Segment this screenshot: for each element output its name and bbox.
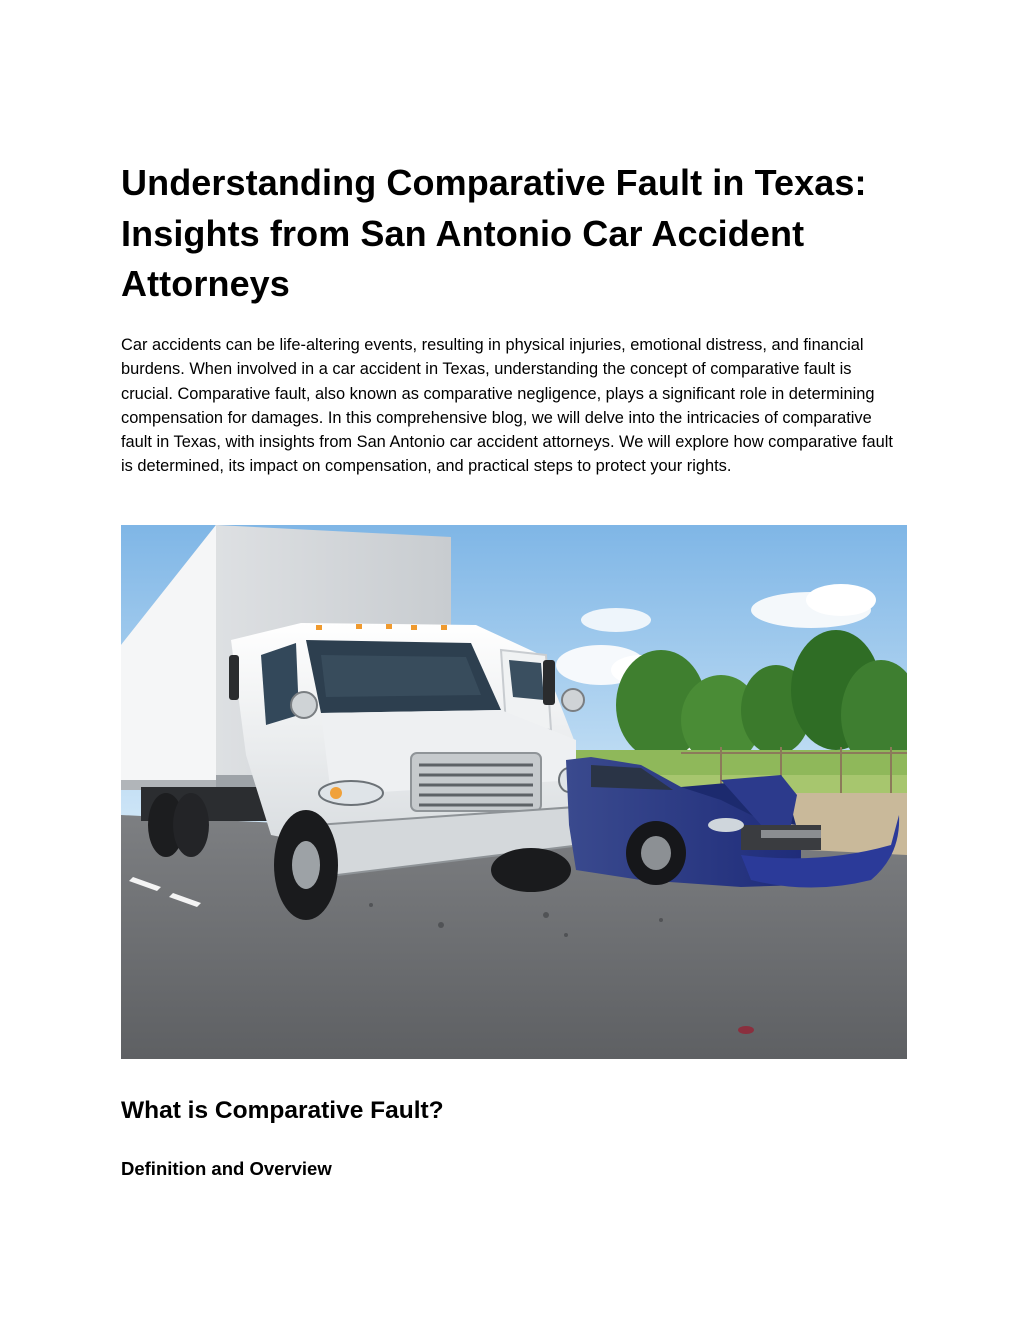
section-heading: What is Comparative Fault?	[121, 1097, 444, 1124]
accident-photo	[121, 525, 907, 1059]
subsection-heading: Definition and Overview	[121, 1158, 332, 1179]
intro-paragraph: Car accidents can be life-altering events, resulting in physical injuries, emotional distress, and financial burdens. When involved in a car accident in Texas, understanding the concept of comparative fault is crucial. Comparative fault, also known as comparative negligence, plays a significant role in determining compensation for damages. In this comprehensive blog, we will delve into the intricacies of comparative fault in Texas, with insights from San Antonio car accident attorneys. We will explore how comparative fault is determined, its impact on compensation, and practical steps to protect your rights.	[121, 336, 893, 476]
article-title: Understanding Comparative Fault in Texas: Insights from San Antonio Car Accident Attorneys	[121, 162, 867, 304]
